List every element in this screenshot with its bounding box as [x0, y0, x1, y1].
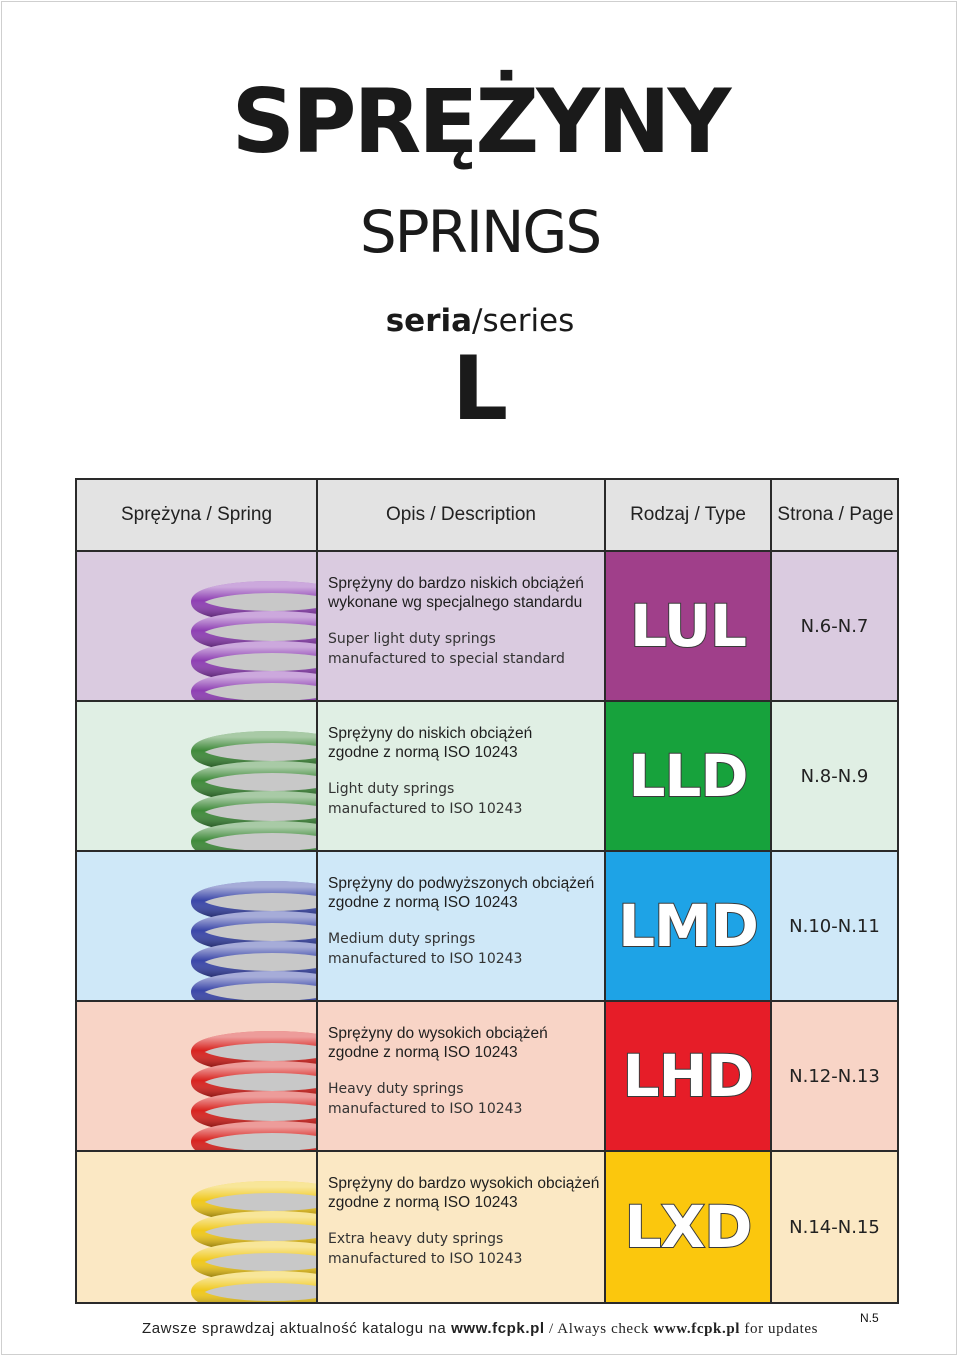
table-row	[77, 1002, 897, 1152]
description-en	[328, 929, 604, 969]
page-number: N.5	[860, 1311, 879, 1325]
spring-icon	[77, 1152, 316, 1302]
description-en	[328, 629, 604, 669]
type-label: LXD	[624, 1193, 752, 1261]
description-pl-line-2: zgodne z normą ISO 10243	[328, 1044, 518, 1061]
description-pl-line-1: Sprężyny do bardzo wysokich obciążeń	[328, 1175, 600, 1192]
description-cell	[318, 552, 606, 700]
footer-en-text-2: for updates	[740, 1321, 819, 1337]
description-en-line-2: manufactured to ISO 10243	[328, 1251, 523, 1267]
description-cell	[318, 1152, 606, 1302]
description-en-line-1: Heavy duty springs	[328, 1081, 464, 1097]
type-cell	[606, 852, 772, 1000]
series-bold: seria	[385, 303, 473, 339]
description-en	[328, 779, 604, 819]
description-pl	[328, 1174, 604, 1212]
description-pl-line-2: zgodne z normą ISO 10243	[328, 1194, 518, 1211]
table-header	[77, 480, 897, 552]
description-pl-line-2: zgodne z normą ISO 10243	[328, 744, 518, 761]
springs-table	[75, 478, 899, 1304]
description-en-line-2: manufactured to special standard	[328, 651, 565, 667]
description-pl-line-1: Sprężyny do podwyższonych obciążeń	[328, 875, 595, 892]
type-label: LHD	[622, 1042, 754, 1110]
spring-image-cell	[77, 1002, 318, 1150]
description-pl-line-2: wykonane wg specjalnego standardu	[328, 594, 583, 611]
type-label: LLD	[628, 742, 748, 810]
description-cell	[318, 852, 606, 1000]
description-cell	[318, 1002, 606, 1150]
header-type: Rodzaj / Type	[606, 480, 772, 550]
table-row	[77, 702, 897, 852]
description-pl	[328, 574, 604, 612]
spring-icon	[77, 1002, 316, 1150]
footer-note	[0, 1320, 960, 1338]
description-en-line-1: Light duty springs	[328, 781, 455, 797]
description-en-line-1: Medium duty springs	[328, 931, 476, 947]
description-en-line-2: manufactured to ISO 10243	[328, 801, 523, 817]
footer-url-2[interactable]: www.fcpk.pl	[653, 1321, 741, 1337]
description-pl-line-1: Sprężyny do wysokich obciążeń	[328, 1025, 548, 1042]
type-label: LMD	[618, 892, 758, 960]
spring-icon	[77, 702, 316, 850]
spring-image-cell	[77, 852, 318, 1000]
description-pl-line-1: Sprężyny do niskich obciążeń	[328, 725, 533, 742]
table-row	[77, 1152, 897, 1302]
header-description: Opis / Description	[318, 480, 606, 550]
description-cell	[318, 702, 606, 850]
description-en-line-1: Extra heavy duty springs	[328, 1231, 504, 1247]
description-en	[328, 1079, 604, 1119]
title-polish: SPRĘŻYNY	[231, 70, 729, 173]
page-reference[interactable]: N.10-N.11	[789, 915, 880, 937]
spring-icon	[77, 852, 316, 1000]
description-pl-line-2: zgodne z normą ISO 10243	[328, 894, 518, 911]
series-letter: L	[451, 337, 509, 440]
description-pl	[328, 1024, 604, 1062]
type-cell	[606, 552, 772, 700]
page-reference[interactable]: N.12-N.13	[789, 1065, 880, 1087]
title-english: SPRINGS	[359, 198, 601, 266]
page-reference[interactable]: N.14-N.15	[789, 1216, 880, 1238]
description-pl	[328, 874, 604, 912]
table-row	[77, 552, 897, 702]
header-spring: Sprężyna / Spring	[77, 480, 318, 550]
footer-en-text-1: / Always check	[544, 1321, 654, 1337]
footer-pl-text: Zawsze sprawdzaj aktualność katalogu na	[141, 1320, 452, 1337]
type-cell	[606, 1002, 772, 1150]
series-rest: /series	[472, 303, 575, 339]
description-en-line-2: manufactured to ISO 10243	[328, 951, 523, 967]
footer-url-1[interactable]: www.fcpk.pl	[451, 1320, 545, 1337]
spring-image-cell	[77, 552, 318, 700]
spring-image-cell	[77, 702, 318, 850]
description-en	[328, 1229, 604, 1269]
header-page: Strona / Page	[777, 504, 894, 525]
type-cell	[606, 702, 772, 850]
type-label: LUL	[630, 592, 746, 660]
description-en-line-1: Super light duty springs	[328, 631, 496, 647]
description-en-line-2: manufactured to ISO 10243	[328, 1101, 523, 1117]
type-cell	[606, 1152, 772, 1302]
page-reference[interactable]: N.8-N.9	[800, 765, 869, 787]
page-reference[interactable]: N.6-N.7	[800, 615, 869, 637]
description-pl-line-1: Sprężyny do bardzo niskich obciążeń	[328, 575, 584, 592]
table-row	[77, 852, 897, 1002]
description-pl	[328, 724, 604, 762]
spring-image-cell	[77, 1152, 318, 1302]
series-caption	[0, 303, 960, 339]
spring-icon	[77, 552, 316, 700]
